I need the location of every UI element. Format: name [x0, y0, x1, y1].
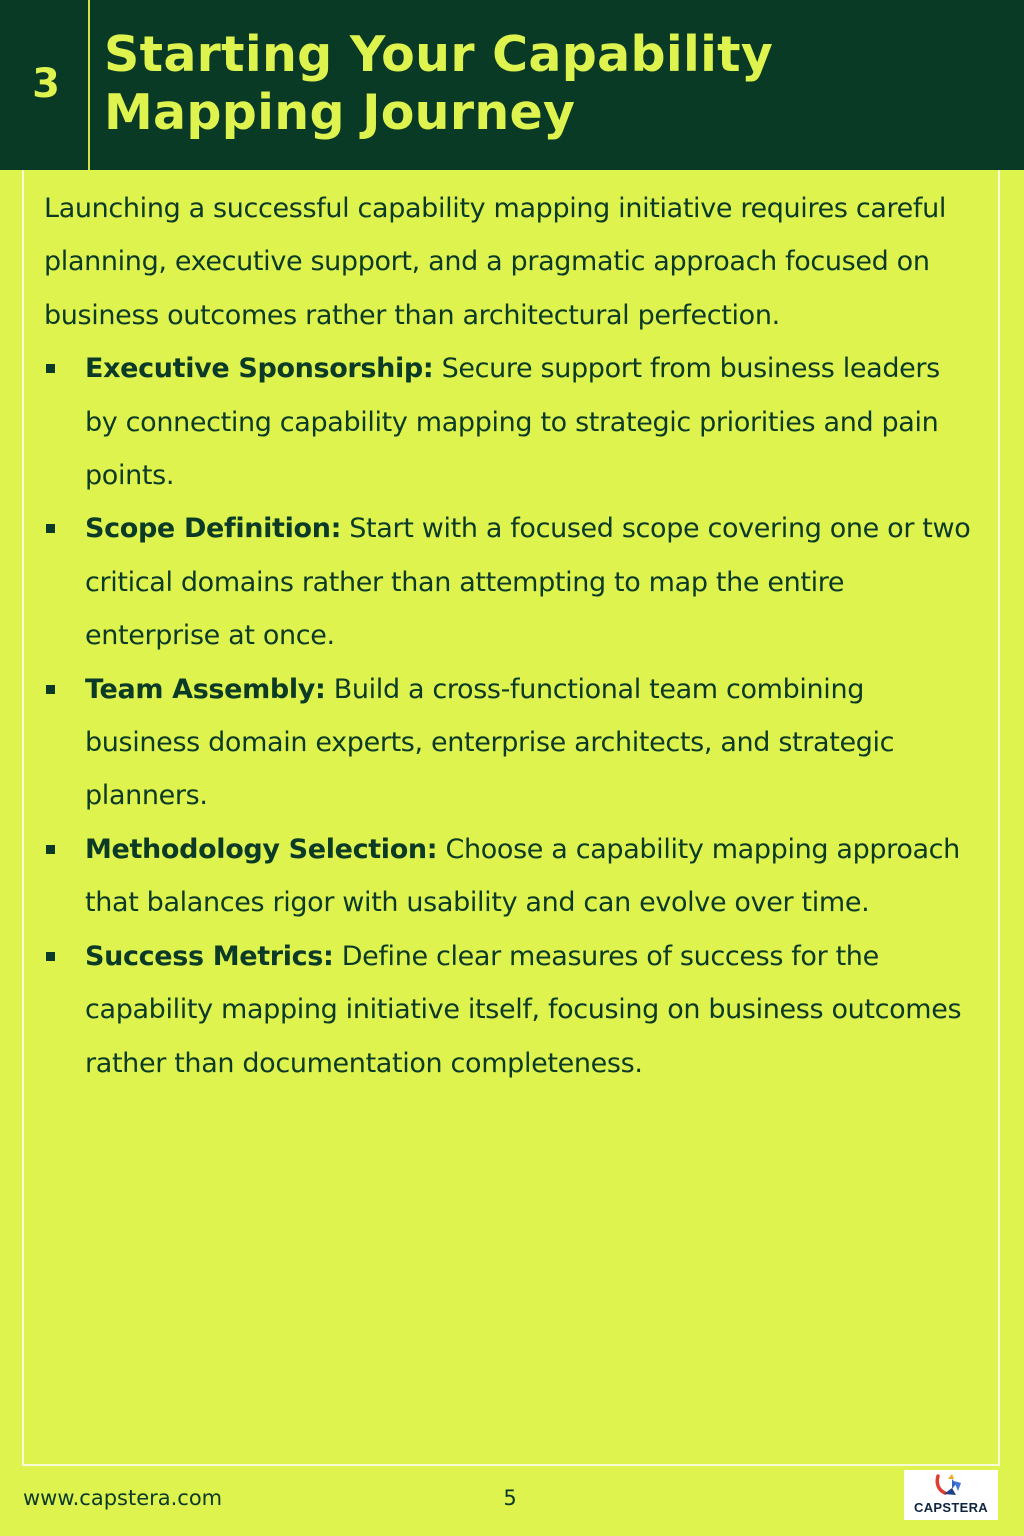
bullet-text: Start with a focused scope covering one or two critical domains rather than attempting to map the entire enterprise at once. [85, 513, 971, 652]
bullet-text: Build a cross-functional team combining business domain experts, enterprise architects, and strategic planners. [85, 673, 895, 812]
bullet-text: Secure support from business leaders by connecting capability mapping to strategic priorities and pain points. [85, 353, 940, 492]
square-bullet-icon [46, 952, 55, 961]
bullet-term: Executive Sponsorship: [85, 353, 434, 385]
page-header [0, 0, 1024, 170]
bullet-text: Choose a capability mapping approach that balances rigor with usability and can evolve over time. [85, 833, 960, 919]
bullet-methodology-selection [44, 823, 974, 930]
bullet-term: Scope Definition: [85, 513, 342, 545]
page-title: Starting Your Capability Mapping Journey [104, 26, 774, 141]
bullet-term: Methodology Selection: [85, 833, 438, 865]
bullet-term: Team Assembly: [85, 673, 326, 705]
capstera-logo [904, 1470, 998, 1520]
square-bullet-icon [46, 845, 55, 854]
bullet-executive-sponsorship [44, 342, 974, 502]
bullet-text: Define clear measures of success for the capability mapping initiative itself, focusing on business outcomes rather than documentation completeness. [85, 940, 962, 1079]
square-bullet-icon [46, 364, 55, 373]
website-link[interactable]: www.capstera.com [23, 1486, 223, 1510]
capstera-logo-icon [934, 1473, 968, 1499]
bullet-scope-definition [44, 502, 974, 662]
square-bullet-icon [46, 524, 55, 533]
bullet-term: Success Metrics: [85, 940, 334, 972]
bullet-success-metrics [44, 930, 974, 1090]
intro-paragraph: Launching a successful capability mapping initiative requires careful planning, executive support, and a pragmatic approach focused on business outcomes rather than architectural perfection. [44, 193, 946, 331]
square-bullet-icon [46, 685, 55, 694]
bullet-list [44, 342, 974, 1090]
logo-wordmark: CAPSTERA [914, 1500, 988, 1515]
bullet-team-assembly [44, 663, 974, 823]
main-content [44, 182, 974, 1090]
section-number: 3 [32, 61, 60, 107]
page-number: 5 [503, 1486, 517, 1510]
header-divider [88, 0, 90, 170]
